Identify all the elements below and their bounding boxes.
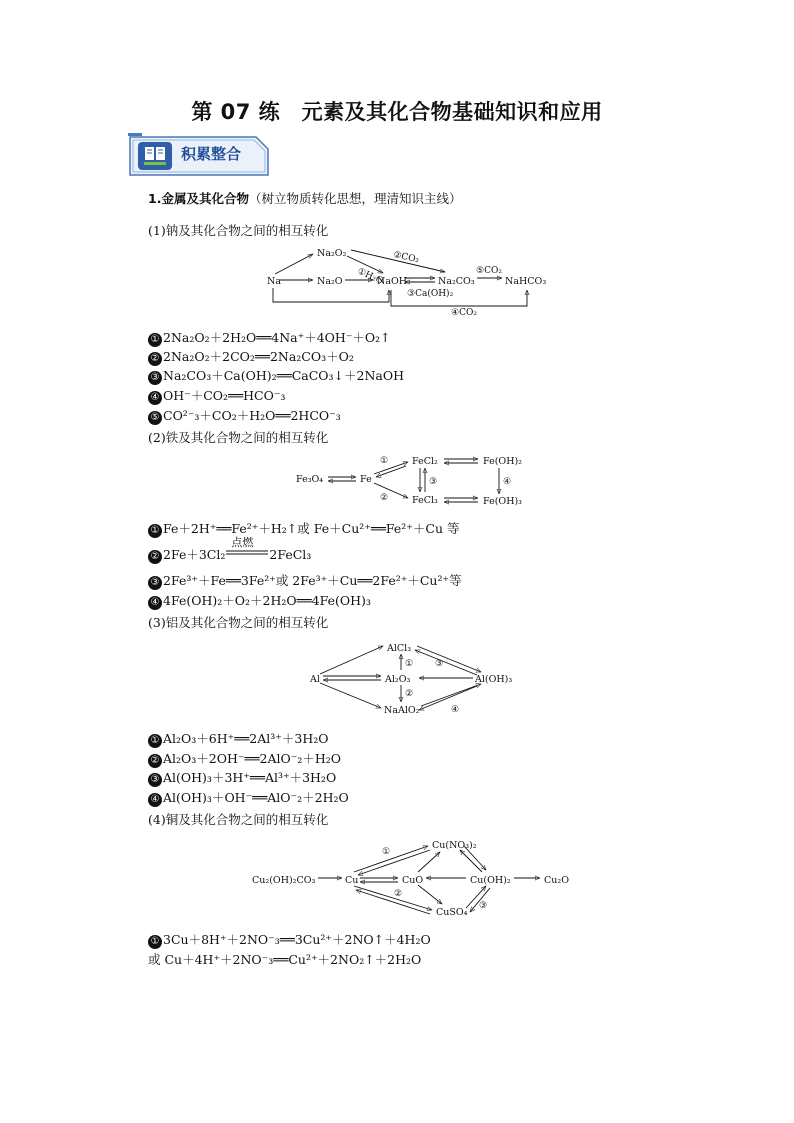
arrow-aloh3-alcl3 [415, 650, 477, 675]
node-feoh3: Fe(OH)₃ [483, 496, 522, 507]
marker-5: ⑤ [148, 411, 162, 425]
eq-cu-2: 或 Cu＋4H⁺＋2NO⁻₃══Cu²⁺＋2NO₂↑＋2H₂O [148, 952, 422, 967]
label-fe-1: ① [380, 456, 389, 466]
book-icon [143, 145, 167, 167]
label-na-1: ①H₂O [355, 266, 385, 287]
eq-al-3: ③ Al(OH)₃＋3H⁺══Al³⁺＋3H₂O [148, 770, 336, 787]
label-al-1: ① [405, 659, 414, 669]
label-na-2: ②CO₂ [392, 250, 420, 266]
section-title-fe: (2)铁及其化合物之间的相互转化 [148, 430, 329, 445]
eq-fe-3: ③ 2Fe³⁺＋Fe══3Fe²⁺或 2Fe³⁺＋Cu══2Fe²⁺＋Cu²⁺等 [148, 573, 462, 590]
node-alcl3: AlCl₃ [387, 643, 412, 654]
label-cu-2: ② [394, 889, 403, 899]
main-heading [148, 189, 461, 207]
eq-na-3: ③ Na₂CO₃＋Ca(OH)₂══CaCO₃↓＋2NaOH [148, 368, 404, 385]
eq-na-1: ① 2Na₂O₂＋2H₂O══4Na⁺＋4OH⁻＋O₂↑ [148, 330, 391, 347]
node-nahco3: NaHCO₃ [505, 276, 547, 287]
node-naalo2: NaAlO₂ [384, 705, 420, 716]
node-aloh3: Al(OH)₃ [475, 674, 513, 685]
node-na2o2: Na₂O₂ [317, 248, 347, 259]
arrow-na-naoh [273, 288, 389, 302]
arrow-naalo2-aloh3 [421, 684, 481, 706]
eq-na-5: ⑤ CO²⁻₃＋CO₂＋H₂O══2HCO⁻₃ [148, 408, 341, 425]
node-cuno32: Cu(NO₃)₂ [432, 840, 477, 851]
eq-fe-2: ② 2Fe＋3Cl₂ 点燃 2FeCl₃ [148, 547, 311, 564]
arrow-cu-cuso4 [354, 886, 432, 910]
marker-1: ① [148, 333, 162, 347]
page-title: 第 07 练 元素及其化合物基础知识和应用 [191, 100, 603, 124]
label-na-3: ③Ca(OH)₂ [407, 289, 454, 299]
arrow-cuo-cuno32 [418, 852, 440, 872]
heading-note: （树立物质转化思想，理清知识主线） [248, 191, 462, 206]
node-cu2o: Cu₂O [544, 875, 569, 886]
label-fe-4: ④ [503, 477, 512, 487]
label-al-4: ④ [451, 705, 460, 715]
diagram-al [305, 636, 520, 718]
eq-al-4: ④ Al(OH)₃＋OH⁻══AlO⁻₂＋2H₂O [148, 790, 349, 807]
arrow-na-na2o2 [275, 254, 313, 274]
arrow-al-alcl3 [320, 646, 383, 674]
heading-bold: 1.金属及其化合物 [148, 191, 249, 206]
marker-4: ④ [148, 391, 162, 405]
marker-3: ③ [148, 371, 162, 385]
node-fe3o4: Fe₃O₄ [296, 474, 324, 485]
node-cu: Cu [345, 875, 359, 886]
label-cu-1: ① [382, 847, 391, 857]
label-al-2: ② [405, 689, 414, 699]
eq-cu-1: ① 3Cu＋8H⁺＋2NO⁻₃══3Cu²⁺＋2NO↑＋4H₂O [148, 932, 431, 949]
eq-fe-4: ④ 4Fe(OH)₂＋O₂＋2H₂O══4Fe(OH)₃ [148, 593, 371, 610]
section-banner [128, 131, 276, 177]
eq-na-2: ② 2Na₂O₂＋2CO₂══2Na₂CO₃＋O₂ [148, 349, 354, 366]
label-al-3: ③ [435, 659, 444, 669]
diagram-fe [292, 448, 542, 512]
diagram-cu [250, 834, 580, 920]
eq-na-4: ④ OH⁻＋CO₂══HCO⁻₃ [148, 388, 285, 405]
node-cu2oh2co3: Cu₂(OH)₂CO₃ [252, 875, 316, 886]
eq-al-2: ② Al₂O₃＋2OH⁻══2AlO⁻₂＋H₂O [148, 751, 341, 768]
reaction-condition: 点燃 [225, 547, 269, 563]
node-na2co3: Na₂CO₃ [438, 276, 475, 287]
node-al2o3: Al₂O₃ [385, 674, 411, 685]
label-cu-3: ③ [479, 901, 488, 911]
arrow-al-naalo2 [320, 683, 381, 708]
label-na-5: ⑤CO₂ [476, 266, 502, 276]
eq-fe-1: ① Fe＋2H⁺══Fe²⁺＋H₂↑或 Fe＋Cu²⁺══Fe²⁺＋Cu 等 [148, 521, 460, 538]
node-naoh: NaOH [377, 276, 408, 287]
section-title-cu: (4)铜及其化合物之间的相互转化 [148, 812, 329, 827]
label-fe-3: ③ [429, 477, 438, 487]
section-title-al: (3)铝及其化合物之间的相互转化 [148, 615, 329, 630]
arrow-cuo-cuso4 [418, 885, 442, 904]
arrow-aloh3-naalo2 [419, 686, 477, 710]
arrow-alcl3-aloh3 [417, 646, 481, 672]
arrow-cu-cuno32 [354, 846, 428, 872]
node-fe: Fe [360, 474, 372, 485]
node-fecl2: FeCl₂ [412, 456, 438, 467]
node-cuso4: CuSO₄ [436, 907, 468, 918]
node-cuo: CuO [402, 875, 424, 886]
arrow-cuso4-cu [356, 890, 430, 914]
node-fecl3: FeCl₃ [412, 495, 438, 506]
node-na: Na [267, 276, 281, 287]
section-title-na: (1)钠及其化合物之间的相互转化 [148, 223, 329, 238]
node-feoh2: Fe(OH)₂ [483, 456, 522, 467]
eq-al-1: ① Al₂O₃＋6H⁺══2Al³⁺＋3H₂O [148, 731, 329, 748]
diagram-na [255, 240, 565, 318]
banner-label: 积累整合 [181, 145, 242, 163]
label-fe-2: ② [380, 493, 389, 503]
marker-2: ② [148, 352, 162, 366]
node-al: Al [310, 674, 320, 685]
node-na2o: Na₂O [317, 276, 343, 287]
node-cuoh2: Cu(OH)₂ [470, 875, 511, 886]
label-na-4: ④CO₂ [451, 308, 477, 318]
